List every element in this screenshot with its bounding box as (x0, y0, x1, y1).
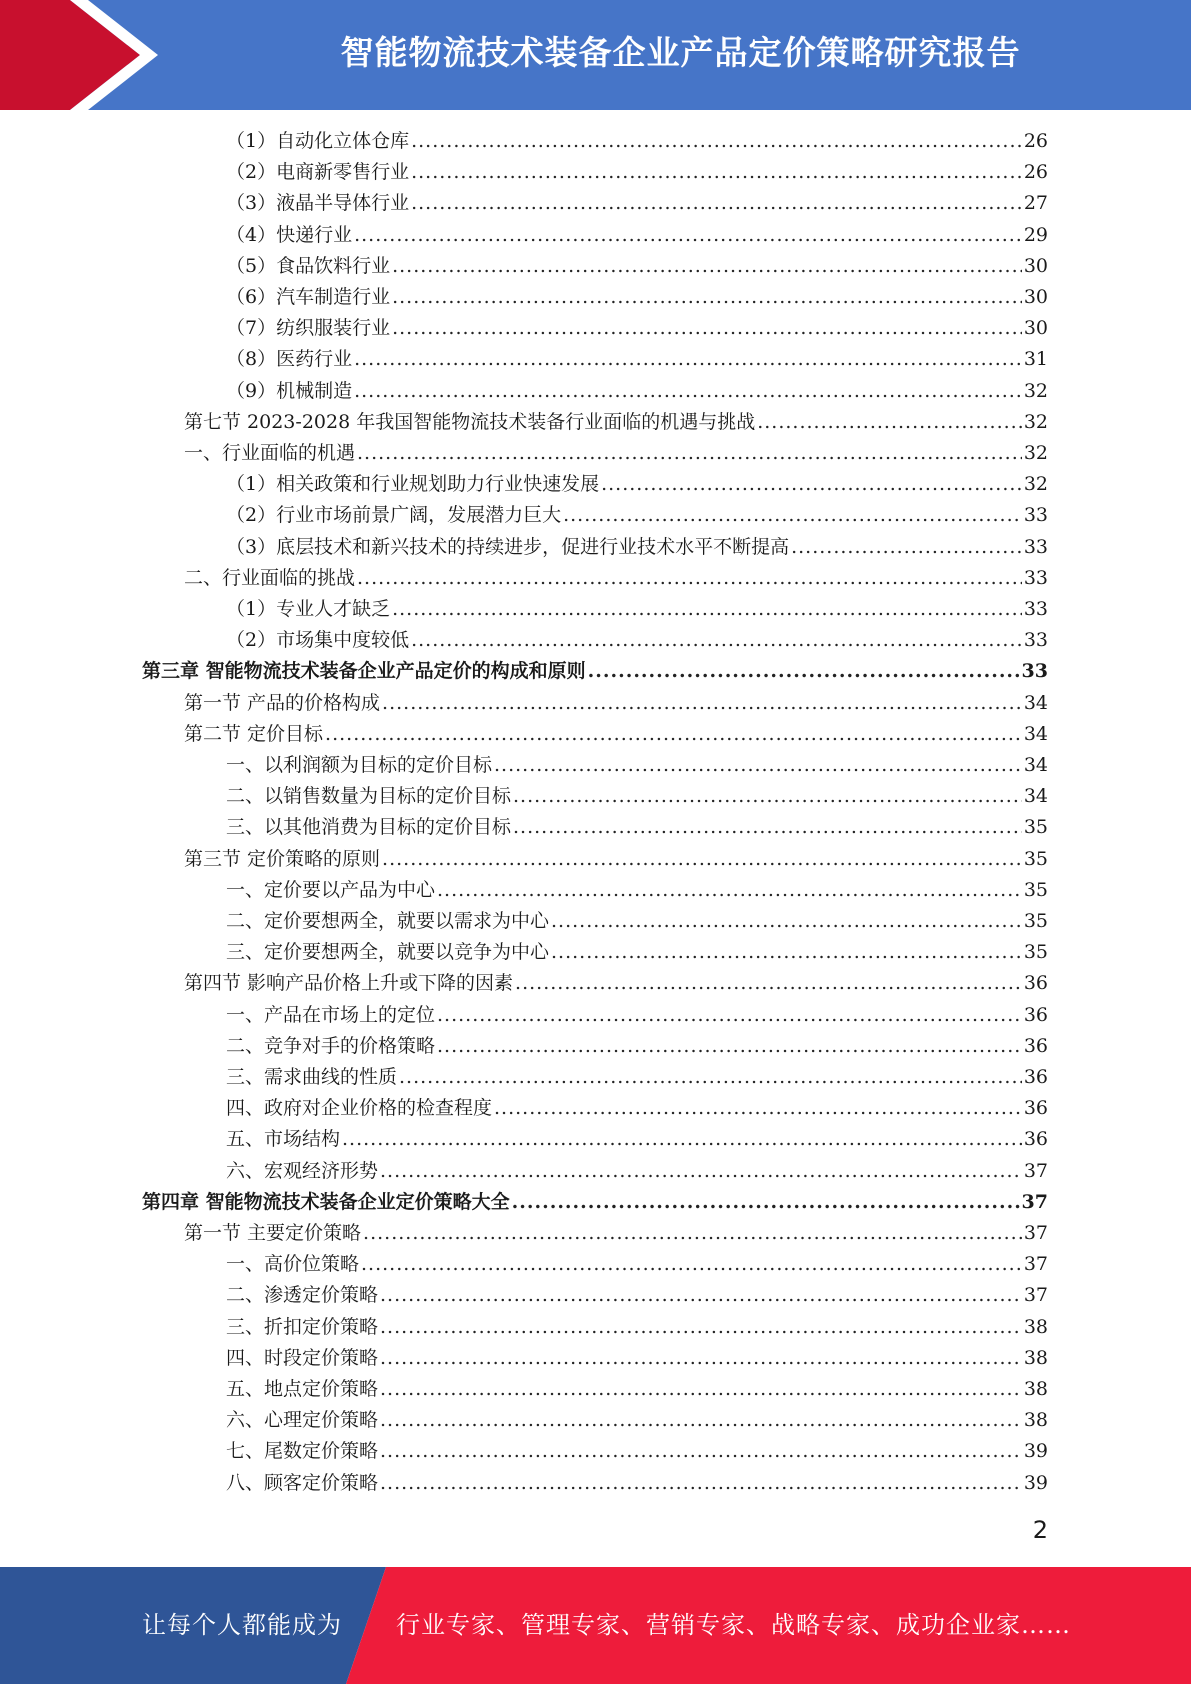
toc-dot-leader (437, 875, 1022, 906)
toc-entry[interactable] (226, 1093, 1048, 1124)
toc-entry-page: 38 (1023, 1347, 1048, 1369)
toc-entry-label: （2）市场集中度较低 (226, 629, 410, 651)
toc-dot-leader (392, 313, 1022, 344)
toc-entry-label: 第一节 主要定价策略 (184, 1222, 362, 1244)
toc-entry-label: 六、宏观经济形势 (226, 1160, 379, 1182)
toc-entry-page: 33 (1023, 536, 1048, 558)
toc-entry-label: 第三节 定价策略的原则 (184, 848, 381, 870)
toc-entry[interactable] (226, 625, 1048, 656)
toc-dot-leader (392, 594, 1022, 625)
toc-dot-leader (515, 968, 1022, 999)
toc-dot-leader (380, 1374, 1022, 1405)
toc-dot-leader (382, 844, 1022, 875)
toc-entry[interactable] (226, 344, 1048, 375)
toc-entry-label: （6）汽车制造行业 (226, 286, 391, 308)
toc-dot-leader (512, 1187, 1020, 1218)
toc-entry[interactable] (226, 1343, 1048, 1374)
toc-entry-page: 39 (1023, 1440, 1048, 1462)
header-banner (0, 0, 1191, 110)
toc-dot-leader (551, 937, 1022, 968)
toc-entry-label: 三、需求曲线的性质 (226, 1066, 398, 1088)
toc-dot-leader (380, 1468, 1022, 1499)
toc-entry[interactable] (226, 875, 1048, 906)
toc-dot-leader (437, 1031, 1022, 1062)
toc-entry[interactable] (226, 906, 1048, 937)
toc-entry[interactable] (226, 282, 1048, 313)
toc-dot-leader (437, 1000, 1022, 1031)
toc-dot-leader (354, 344, 1022, 375)
toc-dot-leader (357, 438, 1022, 469)
toc-entry-page: 38 (1023, 1316, 1048, 1338)
toc-entry[interactable] (226, 157, 1048, 188)
toc-dot-leader (411, 126, 1022, 157)
toc-entry-page: 38 (1023, 1409, 1048, 1431)
toc-entry-page: 30 (1023, 255, 1048, 277)
toc-dot-leader (494, 1093, 1022, 1124)
toc-entry-page: 34 (1023, 754, 1048, 776)
toc-dot-leader (563, 500, 1022, 531)
toc-entry-label: 第七节 2023-2028 年我国智能物流技术装备行业面临的机遇与挑战 (184, 411, 756, 433)
toc-entry-page: 36 (1023, 1004, 1048, 1026)
footer-slogan-right: 行业专家、管理专家、营销专家、战略专家、成功企业家…… (396, 1611, 1071, 1639)
toc-entry-page: 33 (1023, 567, 1048, 589)
toc-entry-label: 二、行业面临的挑战 (184, 567, 356, 589)
toc-entry[interactable] (226, 1000, 1048, 1031)
toc-entry[interactable] (226, 251, 1048, 282)
toc-dot-leader (342, 1124, 1022, 1155)
toc-entry-label: （2）电商新零售行业 (226, 161, 410, 183)
toc-entry[interactable] (184, 844, 1048, 875)
toc-dot-leader (361, 1249, 1022, 1280)
toc-entry-label: （9）机械制造 (226, 380, 353, 402)
toc-entry-page: 36 (1023, 1128, 1048, 1150)
toc-entry-label: 第四节 影响产品价格上升或下降的因素 (184, 972, 514, 994)
toc-entry-page: 26 (1023, 161, 1048, 183)
toc-entry-label: 五、地点定价策略 (226, 1378, 379, 1400)
toc-entry-label: 第二节 定价目标 (184, 723, 324, 745)
toc-entry[interactable] (226, 313, 1048, 344)
toc-entry-page: 39 (1023, 1472, 1048, 1494)
toc-entry-page: 30 (1023, 317, 1048, 339)
toc-entry-page: 36 (1023, 1066, 1048, 1088)
toc-entry-page: 32 (1023, 411, 1048, 433)
toc-entry-label: （3）底层技术和新兴技术的持续进步，促进行业技术水平不断提高 (226, 536, 790, 558)
toc-entry-label: 五、市场结构 (226, 1128, 341, 1150)
page-number: 2 (1032, 1516, 1048, 1544)
toc-dot-leader (411, 188, 1022, 219)
toc-entry-label: （3）液晶半导体行业 (226, 192, 410, 214)
toc-entry[interactable] (226, 532, 1048, 563)
toc-entry-page: 38 (1023, 1378, 1048, 1400)
toc-entry-label: 一、以利润额为目标的定价目标 (226, 754, 493, 776)
toc-dot-leader (411, 625, 1022, 656)
toc-dot-leader (380, 1343, 1022, 1374)
footer-slogan-left: 让每个人都能成为 (142, 1611, 342, 1639)
toc-entry-page: 34 (1023, 723, 1048, 745)
toc-dot-leader (411, 157, 1022, 188)
toc-dot-leader (494, 750, 1022, 781)
toc-entry[interactable] (226, 1280, 1048, 1311)
toc-dot-leader (392, 251, 1022, 282)
toc-entry-label: 一、定价要以产品为中心 (226, 879, 436, 901)
toc-entry-page: 32 (1023, 380, 1048, 402)
toc-entry-label: 一、产品在市场上的定位 (226, 1004, 436, 1026)
toc-entry-label: （2）行业市场前景广阔，发展潜力巨大 (226, 504, 562, 526)
toc-dot-leader (380, 1436, 1022, 1467)
toc-dot-leader (392, 282, 1022, 313)
toc-entry-page: 35 (1023, 816, 1048, 838)
toc-entry-page: 31 (1023, 348, 1048, 370)
report-title: 智能物流技术装备企业产品定价策略研究报告 (340, 33, 1021, 72)
toc-entry[interactable] (226, 126, 1048, 157)
toc-entry-label: 第三章 智能物流技术装备企业产品定价的构成和原则 (142, 660, 586, 682)
toc-entry[interactable] (226, 220, 1048, 251)
toc-dot-leader (588, 656, 1020, 687)
toc-entry-page: 27 (1023, 192, 1048, 214)
toc-entry-label: 三、定价要想两全，就要以竞争为中心 (226, 941, 550, 963)
toc-entry-page: 37 (1023, 1253, 1048, 1275)
toc-entry[interactable] (226, 376, 1048, 407)
toc-entry-page: 36 (1023, 1035, 1048, 1057)
toc-entry-page: 37 (1023, 1284, 1048, 1306)
toc-entry[interactable] (226, 812, 1048, 843)
toc-entry[interactable] (226, 781, 1048, 812)
toc-entry[interactable] (226, 1124, 1048, 1155)
toc-entry-label: 八、顾客定价策略 (226, 1472, 379, 1494)
toc-entry[interactable] (226, 469, 1048, 500)
toc-entry-label: 六、心理定价策略 (226, 1409, 379, 1431)
toc-dot-leader (354, 376, 1022, 407)
toc-entry-page: 34 (1023, 785, 1048, 807)
toc-entry-page: 36 (1023, 1097, 1048, 1119)
toc-entry-page: 35 (1023, 848, 1048, 870)
toc-entry-page: 32 (1023, 442, 1048, 464)
toc-dot-leader (382, 688, 1022, 719)
toc-entry[interactable] (226, 500, 1048, 531)
toc-entry-page: 26 (1023, 130, 1048, 152)
toc-chapter-entry[interactable] (142, 656, 1048, 687)
toc-entry-label: （5）食品饮料行业 (226, 255, 391, 277)
toc-entry-label: 三、折扣定价策略 (226, 1316, 379, 1338)
toc-entry[interactable] (226, 750, 1048, 781)
toc-entry[interactable] (184, 563, 1048, 594)
toc-entry-page: 35 (1023, 910, 1048, 932)
toc-dot-leader (791, 532, 1022, 563)
toc-dot-leader (380, 1156, 1022, 1187)
toc-entry-label: （1）专业人才缺乏 (226, 598, 391, 620)
toc-dot-leader (354, 220, 1022, 251)
toc-chapter-entry[interactable] (142, 1187, 1048, 1218)
toc-entry-page: 34 (1023, 692, 1048, 714)
toc-entry[interactable] (184, 719, 1048, 750)
toc-entry[interactable] (226, 1249, 1048, 1280)
toc-entry[interactable] (226, 1062, 1048, 1093)
toc-dot-leader (357, 563, 1022, 594)
toc-dot-leader (363, 1218, 1022, 1249)
toc-entry[interactable] (184, 688, 1048, 719)
toc-entry-label: 第一节 产品的价格构成 (184, 692, 381, 714)
toc-entry[interactable] (226, 1468, 1048, 1499)
toc-entry-label: 二、渗透定价策略 (226, 1284, 379, 1306)
toc-entry-page: 30 (1023, 286, 1048, 308)
toc-entry[interactable] (226, 594, 1048, 625)
toc-entry[interactable] (226, 1436, 1048, 1467)
toc-entry[interactable] (184, 968, 1048, 999)
toc-entry-page: 37 (1023, 1222, 1048, 1244)
toc-entry-label: 七、尾数定价策略 (226, 1440, 379, 1462)
toc-entry[interactable] (226, 1374, 1048, 1405)
toc-entry-page: 33 (1023, 629, 1048, 651)
toc-entry[interactable] (226, 188, 1048, 219)
toc-entry[interactable] (184, 1218, 1048, 1249)
toc-entry-label: （7）纺织服装行业 (226, 317, 391, 339)
toc-entry-label: 一、行业面临的机遇 (184, 442, 356, 464)
toc-entry-label: 二、竞争对手的价格策略 (226, 1035, 436, 1057)
toc-entry-page: 33 (1023, 598, 1048, 620)
toc-dot-leader (380, 1312, 1022, 1343)
toc-dot-leader (380, 1405, 1022, 1436)
footer-banner (0, 1567, 1191, 1684)
toc-dot-leader (757, 407, 1022, 438)
toc-entry-page: 33 (1023, 504, 1048, 526)
toc-entry-label: （1）相关政策和行业规划助力行业快速发展 (226, 473, 600, 495)
toc-dot-leader (513, 781, 1022, 812)
toc-entry[interactable] (226, 937, 1048, 968)
toc-entry-label: 三、以其他消费为目标的定价目标 (226, 816, 512, 838)
toc-dot-leader (325, 719, 1022, 750)
toc-dot-leader (601, 469, 1022, 500)
toc-entry-label: （8）医药行业 (226, 348, 353, 370)
toc-entry-page: 37 (1021, 1191, 1048, 1213)
toc-entry-page: 35 (1023, 879, 1048, 901)
toc-entry[interactable] (184, 438, 1048, 469)
toc-entry-page: 37 (1023, 1160, 1048, 1182)
toc-entry[interactable] (226, 1031, 1048, 1062)
toc-entry-label: 第四章 智能物流技术装备企业定价策略大全 (142, 1191, 510, 1213)
toc-entry-page: 35 (1023, 941, 1048, 963)
toc-dot-leader (513, 812, 1022, 843)
toc-entry[interactable] (226, 1312, 1048, 1343)
toc-entry[interactable] (184, 407, 1048, 438)
toc-entry-label: 二、定价要想两全，就要以需求为中心 (226, 910, 550, 932)
toc-entry-page: 29 (1023, 224, 1048, 246)
toc-entry-label: 二、以销售数量为目标的定价目标 (226, 785, 512, 807)
toc-entry-page: 36 (1023, 972, 1048, 994)
toc-dot-leader (551, 906, 1022, 937)
toc-dot-leader (399, 1062, 1022, 1093)
toc-entry-label: 四、时段定价策略 (226, 1347, 379, 1369)
toc-entry[interactable] (226, 1405, 1048, 1436)
toc-entry-label: （1）自动化立体仓库 (226, 130, 410, 152)
toc-entry-label: 四、政府对企业价格的检查程度 (226, 1097, 493, 1119)
toc-dot-leader (380, 1280, 1022, 1311)
toc-entry-page: 32 (1023, 473, 1048, 495)
toc-entry-label: 一、高价位策略 (226, 1253, 360, 1275)
toc-entry-page: 33 (1021, 660, 1048, 682)
toc-entry[interactable] (226, 1156, 1048, 1187)
toc-entry-label: （4）快递行业 (226, 224, 353, 246)
